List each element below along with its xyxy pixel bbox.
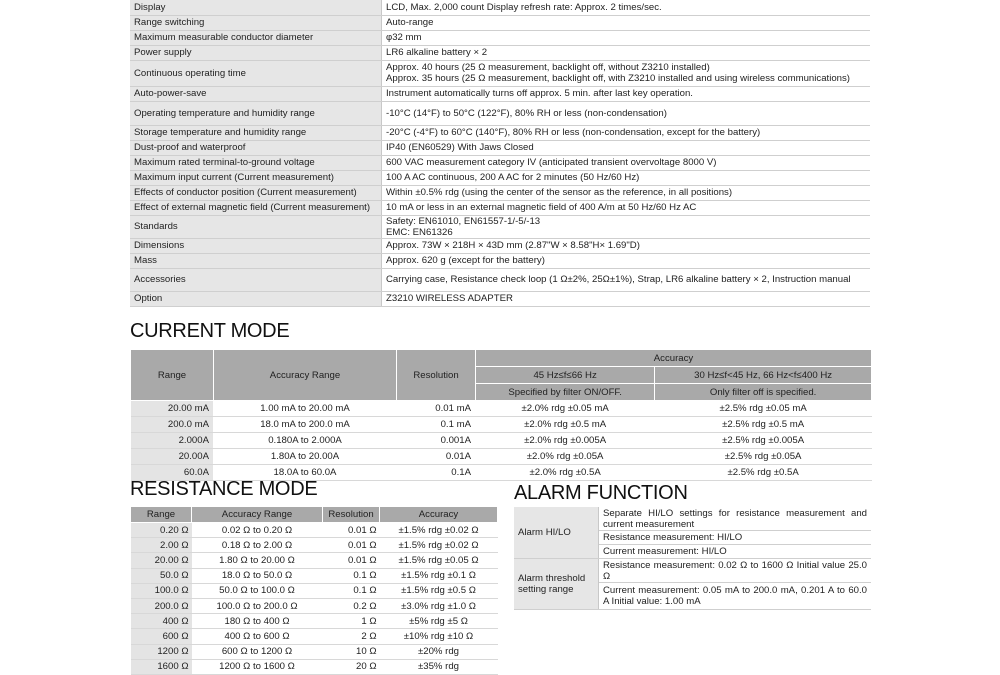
res-accuracy-cell: ±1.5% rdg ±0.02 Ω <box>380 523 498 538</box>
spec-value-line: 10 mA or less in an external magnetic field of 400 A/m at 50 Hz/60 Hz AC <box>386 202 697 213</box>
current-mode-table <box>130 349 872 481</box>
spec-value <box>382 253 871 268</box>
spec-label: Range switching <box>130 15 382 30</box>
spec-value-line: Carrying case, Resistance check loop (1 Ω±2%, 25Ω±1%), Strap, LR6 alkaline battery × 2, Instruction manual <box>386 274 851 285</box>
table-row <box>131 629 498 644</box>
spec-row <box>130 200 870 215</box>
table-row <box>131 659 498 674</box>
spec-row <box>130 238 870 253</box>
res-accuracy-cell: ±10% rdg ±10 Ω <box>380 629 498 644</box>
spec-label: Storage temperature and humidity range <box>130 125 382 140</box>
spec-value-line: Approx. 35 hours (25 Ω measurement, backlight off, with Z3210 installed and using wireless communications) <box>386 73 850 84</box>
spec-table <box>130 0 870 307</box>
res-header-accuracy: Accuracy <box>380 507 498 523</box>
res-range-cell: 50.0 Ω <box>131 568 192 583</box>
spec-row <box>130 86 870 101</box>
spec-row <box>130 291 870 306</box>
spec-label: Maximum measurable conductor diameter <box>130 30 382 45</box>
res-accuracy-range-cell: 18.0 Ω to 50.0 Ω <box>192 568 323 583</box>
alarm-function-title: ALARM FUNCTION <box>514 482 688 504</box>
spec-value <box>382 140 871 155</box>
res-accuracy-cell: ±1.5% rdg ±0.5 Ω <box>380 583 498 598</box>
spec-row <box>130 253 870 268</box>
spec-value-line: Within ±0.5% rdg (using the center of the sensor as the reference, in all positions) <box>386 187 733 198</box>
spec-value-line: Safety: EN61010, EN61557-1/-5/-13 <box>386 215 541 227</box>
table-row <box>131 568 498 583</box>
header-resolution: Resolution <box>397 350 476 401</box>
current-accuracy-range-cell: 18.0A to 60.0A <box>214 465 397 481</box>
spec-value-line: 100 A AC continuous, 200 A AC for 2 minutes (50 Hz/60 Hz) <box>386 172 640 183</box>
res-accuracy-range-cell: 0.02 Ω to 0.20 Ω <box>192 523 323 538</box>
header-accuracy-col1-note: Specified by filter ON/OFF. <box>476 384 655 401</box>
alarm-hilo-value: Resistance measurement: HI/LO <box>599 531 872 545</box>
table-row <box>131 538 498 553</box>
header-range: Range <box>131 350 214 401</box>
res-accuracy-range-cell: 50.0 Ω to 100.0 Ω <box>192 583 323 598</box>
spec-value-line: φ32 mm <box>386 32 422 43</box>
current-range-cell: 20.00A <box>131 449 214 465</box>
header-accuracy-col2: 30 Hz≤f<45 Hz, 66 Hz<f≤400 Hz <box>655 367 872 384</box>
current-accuracy-range-cell: 1.00 mA to 20.00 mA <box>214 401 397 417</box>
spec-label: Power supply <box>130 45 382 60</box>
spec-row <box>130 185 870 200</box>
res-range-cell: 0.20 Ω <box>131 523 192 538</box>
spec-value-line: LCD, Max. 2,000 count Display refresh rate: Approx. 2 times/sec. <box>386 1 662 13</box>
spec-value-line: Auto-range <box>386 17 434 28</box>
spec-row <box>130 0 870 15</box>
spec-label: Effects of conductor position (Current measurement) <box>130 185 382 200</box>
alarm-threshold-label: Alarm threshold setting range <box>514 559 599 610</box>
current-range-cell: 20.00 mA <box>131 401 214 417</box>
res-resolution-cell: 0.01 Ω <box>323 538 380 553</box>
current-resolution-cell: 0.1 mA <box>397 417 476 433</box>
res-resolution-cell: 0.01 Ω <box>323 553 380 568</box>
spec-row <box>130 60 870 86</box>
alarm-hilo-value: Current measurement: HI/LO <box>599 545 872 559</box>
current-accuracy-wide-cell: ±2.5% rdg ±0.5A <box>655 465 872 481</box>
header-accuracy-range: Accuracy Range <box>214 350 397 401</box>
spec-value <box>382 185 871 200</box>
table-row <box>131 449 872 465</box>
res-range-cell: 200.0 Ω <box>131 598 192 613</box>
current-resolution-cell: 0.01A <box>397 449 476 465</box>
res-accuracy-cell: ±3.0% rdg ±1.0 Ω <box>380 598 498 613</box>
spec-value <box>382 30 871 45</box>
spec-value-line: LR6 alkaline battery × 2 <box>386 47 488 58</box>
spec-label: Mass <box>130 253 382 268</box>
res-range-cell: 600 Ω <box>131 629 192 644</box>
spec-value-line: Approx. 40 hours (25 Ω measurement, backlight off, without Z3210 installed) <box>386 62 710 73</box>
current-accuracy-50hz-cell: ±2.0% rdg ±0.05A <box>476 449 655 465</box>
spec-label: Dust-proof and waterproof <box>130 140 382 155</box>
alarm-hilo-label: Alarm HI/LO <box>514 507 599 559</box>
resistance-mode-table <box>130 506 498 675</box>
spec-value <box>382 291 871 306</box>
alarm-function-table <box>514 507 871 610</box>
current-resolution-cell: 0.01 mA <box>397 401 476 417</box>
res-accuracy-cell: ±1.5% rdg ±0.02 Ω <box>380 538 498 553</box>
spec-row <box>130 101 870 125</box>
spec-value <box>382 60 871 86</box>
current-accuracy-range-cell: 0.180A to 2.000A <box>214 433 397 449</box>
spec-label: Maximum rated terminal-to-ground voltage <box>130 155 382 170</box>
res-accuracy-range-cell: 600 Ω to 1200 Ω <box>192 644 323 659</box>
res-resolution-cell: 10 Ω <box>323 644 380 659</box>
spec-label: Accessories <box>130 268 382 291</box>
spec-row <box>130 215 870 238</box>
table-row <box>131 433 872 449</box>
res-accuracy-cell: ±1.5% rdg ±0.05 Ω <box>380 553 498 568</box>
spec-value <box>382 86 871 101</box>
spec-value <box>382 0 871 15</box>
res-header-accuracy-range: Accuracy Range <box>192 507 323 523</box>
res-resolution-cell: 2 Ω <box>323 629 380 644</box>
current-range-cell: 2.000A <box>131 433 214 449</box>
current-accuracy-wide-cell: ±2.5% rdg ±0.05 mA <box>655 401 872 417</box>
spec-row <box>130 45 870 60</box>
current-accuracy-50hz-cell: ±2.0% rdg ±0.5 mA <box>476 417 655 433</box>
table-row <box>131 614 498 629</box>
current-range-cell: 60.0A <box>131 465 214 481</box>
current-accuracy-wide-cell: ±2.5% rdg ±0.5 mA <box>655 417 872 433</box>
spec-row <box>130 140 870 155</box>
res-accuracy-cell: ±35% rdg <box>380 659 498 674</box>
spec-label: Continuous operating time <box>130 60 382 86</box>
res-resolution-cell: 0.01 Ω <box>323 523 380 538</box>
spec-label: Dimensions <box>130 238 382 253</box>
res-accuracy-range-cell: 100.0 Ω to 200.0 Ω <box>192 598 323 613</box>
current-mode-title: CURRENT MODE <box>130 320 290 342</box>
spec-row <box>130 155 870 170</box>
spec-row <box>130 30 870 45</box>
current-accuracy-wide-cell: ±2.5% rdg ±0.05A <box>655 449 872 465</box>
spec-value-line: Instrument automatically turns off approx. 5 min. after last key operation. <box>386 88 693 99</box>
res-range-cell: 1200 Ω <box>131 644 192 659</box>
table-row <box>131 401 872 417</box>
res-resolution-cell: 0.1 Ω <box>323 568 380 583</box>
current-range-cell: 200.0 mA <box>131 417 214 433</box>
res-header-resolution: Resolution <box>323 507 380 523</box>
res-accuracy-range-cell: 1.80 Ω to 20.00 Ω <box>192 553 323 568</box>
spec-row <box>130 125 870 140</box>
spec-label: Standards <box>130 215 382 238</box>
res-range-cell: 2.00 Ω <box>131 538 192 553</box>
spec-label: Display <box>130 0 382 15</box>
res-accuracy-cell: ±20% rdg <box>380 644 498 659</box>
spec-value-line: Approx. 73W × 218H × 43D mm (2.87"W × 8.58"H× 1.69"D) <box>386 240 640 251</box>
spec-value <box>382 125 871 140</box>
res-resolution-cell: 0.2 Ω <box>323 598 380 613</box>
res-accuracy-cell: ±5% rdg ±5 Ω <box>380 614 498 629</box>
spec-row <box>130 170 870 185</box>
current-accuracy-range-cell: 1.80A to 20.00A <box>214 449 397 465</box>
spec-value <box>382 155 871 170</box>
spec-value <box>382 215 871 238</box>
spec-value-line: IP40 (EN60529) With Jaws Closed <box>386 142 534 153</box>
res-resolution-cell: 0.1 Ω <box>323 583 380 598</box>
spec-label: Operating temperature and humidity range <box>130 101 382 125</box>
table-row <box>131 553 498 568</box>
res-range-cell: 20.00 Ω <box>131 553 192 568</box>
res-accuracy-cell: ±1.5% rdg ±0.1 Ω <box>380 568 498 583</box>
spec-value <box>382 170 871 185</box>
alarm-hilo-value: Separate HI/LO settings for resistance measurement and current measurement <box>599 507 872 531</box>
alarm-threshold-value: Current measurement: 0.05 mA to 200.0 mA, 0.201 A to 60.0 A Initial value: 1.00 mA <box>599 583 872 610</box>
spec-label: Option <box>130 291 382 306</box>
spec-value <box>382 101 871 125</box>
res-accuracy-range-cell: 180 Ω to 400 Ω <box>192 614 323 629</box>
res-range-cell: 100.0 Ω <box>131 583 192 598</box>
current-accuracy-50hz-cell: ±2.0% rdg ±0.5A <box>476 465 655 481</box>
table-row <box>131 583 498 598</box>
spec-row <box>130 15 870 30</box>
table-row <box>131 417 872 433</box>
current-accuracy-wide-cell: ±2.5% rdg ±0.005A <box>655 433 872 449</box>
spec-value <box>382 15 871 30</box>
res-accuracy-range-cell: 0.18 Ω to 2.00 Ω <box>192 538 323 553</box>
current-resolution-cell: 0.1A <box>397 465 476 481</box>
spec-value-line: -20°C (-4°F) to 60°C (140°F), 80% RH or less (non-condensation, except for the battery) <box>386 127 761 138</box>
current-accuracy-50hz-cell: ±2.0% rdg ±0.005A <box>476 433 655 449</box>
table-row <box>131 598 498 613</box>
spec-value-line: Approx. 620 g (except for the battery) <box>386 255 545 266</box>
spec-value-line: 600 VAC measurement category IV (anticipated transient overvoltage 8000 V) <box>386 157 717 168</box>
spec-value <box>382 200 871 215</box>
spec-value-line: EMC: EN61326 <box>386 226 453 238</box>
spec-value <box>382 268 871 291</box>
spec-value <box>382 238 871 253</box>
spec-value <box>382 45 871 60</box>
header-accuracy-col1: 45 Hz≤f≤66 Hz <box>476 367 655 384</box>
res-resolution-cell: 20 Ω <box>323 659 380 674</box>
header-accuracy-col2-note: Only filter off is specified. <box>655 384 872 401</box>
current-resolution-cell: 0.001A <box>397 433 476 449</box>
res-accuracy-range-cell: 400 Ω to 600 Ω <box>192 629 323 644</box>
current-accuracy-50hz-cell: ±2.0% rdg ±0.05 mA <box>476 401 655 417</box>
spec-label: Auto-power-save <box>130 86 382 101</box>
spec-row <box>130 268 870 291</box>
res-range-cell: 1600 Ω <box>131 659 192 674</box>
spec-value-line: -10°C (14°F) to 50°C (122°F), 80% RH or less (non-condensation) <box>386 107 667 119</box>
spec-label: Maximum input current (Current measurement) <box>130 170 382 185</box>
res-range-cell: 400 Ω <box>131 614 192 629</box>
res-header-range: Range <box>131 507 192 523</box>
header-accuracy: Accuracy <box>476 350 872 367</box>
current-accuracy-range-cell: 18.0 mA to 200.0 mA <box>214 417 397 433</box>
spec-label: Effect of external magnetic field (Current measurement) <box>130 200 382 215</box>
resistance-mode-title: RESISTANCE MODE <box>130 478 318 500</box>
table-row <box>131 523 498 538</box>
res-accuracy-range-cell: 1200 Ω to 1600 Ω <box>192 659 323 674</box>
res-resolution-cell: 1 Ω <box>323 614 380 629</box>
spec-value-line: Z3210 WIRELESS ADAPTER <box>386 293 513 304</box>
alarm-threshold-value: Resistance measurement: 0.02 Ω to 1600 Ω Initial value 25.0 Ω <box>599 559 872 583</box>
table-row <box>131 644 498 659</box>
